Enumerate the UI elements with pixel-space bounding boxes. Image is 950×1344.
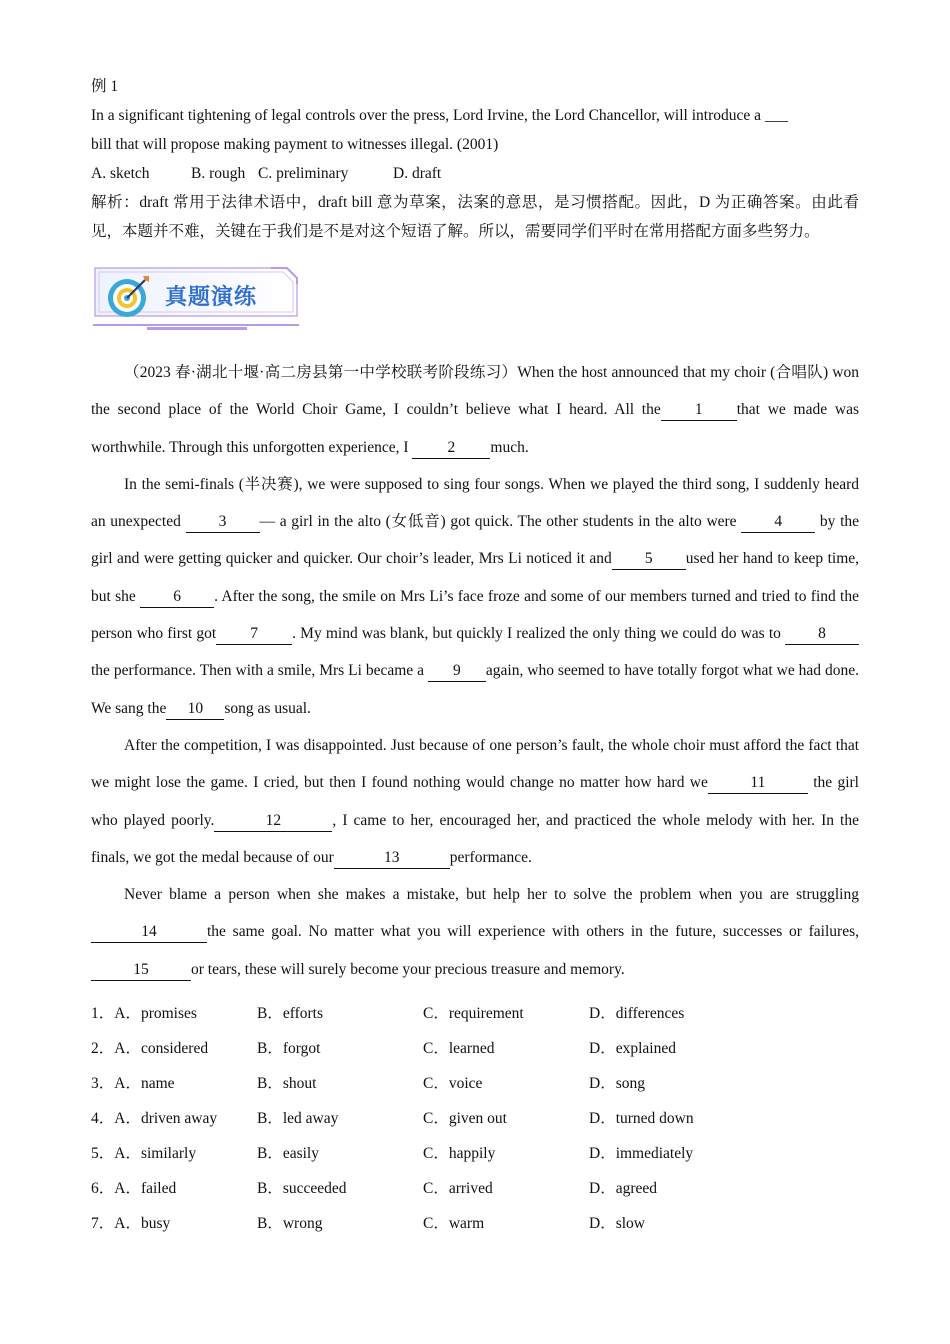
passage-paragraph-1	[91, 354, 859, 466]
example-option-a: A. sketch	[91, 165, 150, 182]
blank-13: 13	[334, 848, 450, 869]
option-a: 6．A．failed	[91, 1179, 177, 1197]
question-row	[91, 1134, 859, 1169]
example-option-b: B. rough	[191, 165, 246, 182]
option-d: D．song	[589, 1074, 645, 1092]
question-row	[91, 994, 859, 1029]
blank-5: 5	[612, 549, 686, 570]
blank-7: 7	[216, 624, 292, 645]
question-options	[91, 994, 859, 1239]
option-a: 1．A．promises	[91, 1004, 197, 1022]
option-d: D．agreed	[589, 1179, 657, 1197]
blank-4: 4	[741, 512, 815, 533]
option-c: C．voice	[423, 1074, 483, 1092]
passage-text: . After the song, the smile on Mrs Li’s face froze and some of our members turned and tried to find the person who first got	[91, 587, 859, 643]
passage-text: — a girl in the alto (女低音) got quick. The other students in the alto were	[259, 513, 742, 531]
blank-2: 2	[412, 438, 490, 459]
example-option-d: D. draft	[393, 165, 442, 182]
passage-paragraph-2	[91, 466, 859, 727]
passage-text: the performance. Then with a smile, Mrs Li became a	[91, 662, 428, 680]
example-heading: 例 1	[91, 78, 119, 95]
blank-9: 9	[428, 661, 486, 682]
passage-paragraph-4	[91, 876, 859, 988]
blank-12: 12	[214, 811, 332, 832]
option-a: 2．A．considered	[91, 1039, 209, 1057]
document-page	[91, 72, 859, 1239]
passage-text: . My mind was blank, but quickly I realized the only thing we could do was to	[292, 625, 785, 643]
option-b: B．wrong	[257, 1214, 323, 1232]
cloze-passage	[91, 354, 859, 988]
option-c: C．requirement	[423, 1004, 524, 1022]
option-d: D．explained	[589, 1039, 676, 1057]
passage-text: that we made was worthwhile. Through this unforgotten experience, I	[91, 401, 859, 456]
passage-text: , I came to her, encouraged her, and practiced the whole melody with her. In the finals, we got the medal because of our	[91, 811, 859, 866]
option-a: 4．A．driven away	[91, 1109, 218, 1127]
passage-text: used her hand to keep time, but she	[91, 550, 859, 605]
question-row	[91, 1204, 859, 1239]
option-b: B．easily	[257, 1144, 319, 1162]
section-banner	[91, 264, 303, 334]
option-c: C．arrived	[423, 1179, 493, 1197]
question-row	[91, 1169, 859, 1204]
question-row	[91, 1099, 859, 1134]
example-option-c: C. preliminary	[258, 165, 349, 182]
question-row	[91, 1064, 859, 1099]
option-a: 7．A．busy	[91, 1214, 171, 1232]
passage-text: After the competition, I was disappointed. Just because of one person’s fault, the whole choir must afford the fact that we might lose the game. I cried, but then I found nothing would change no matter how hard we	[91, 736, 859, 792]
blank-8: 8	[785, 624, 859, 645]
passage-text: again, who seemed to have totally forgot what we had done. We sang the	[91, 662, 859, 717]
option-d: D．turned down	[589, 1109, 694, 1127]
blank-6: 6	[140, 587, 214, 608]
passage-text: by the girl and were getting quicker and quicker. Our choir’s leader, Mrs Li noticed it and	[91, 513, 859, 568]
passage-text: （2023 春·湖北十堰·高二房县第一中学校联考阶段练习）When the host announced that my choir (合唱队) won the second place of the World Choir Game, I couldn’t believe what I heard. All the	[91, 364, 859, 419]
passage-text: performance.	[449, 848, 532, 866]
question-row	[91, 1029, 859, 1064]
option-a: 5．A．similarly	[91, 1144, 197, 1162]
blank-10: 10	[166, 699, 224, 720]
option-b: B．led away	[257, 1109, 339, 1127]
option-a: 3．A．name	[91, 1074, 175, 1092]
option-b: B．shout	[257, 1074, 317, 1092]
banner-title: 真题演练	[165, 285, 258, 310]
passage-text: In the semi-finals (半决赛), we were supposed to sing four songs. When we played the third song, I suddenly heard an unexpected	[91, 475, 859, 531]
example-analysis: 解析：draft 常用于法律术语中，draft bill 意为草案，法案的意思，是习惯搭配。因此，D 为正确答案。由此看见，本题并不难，关键在于我们是不是对这个短语了解。所以，需要同学们平时在常用搭配方面多些努力。	[91, 194, 859, 240]
option-d: D．immediately	[589, 1144, 694, 1162]
passage-text: the same goal. No matter what you will experience with others in the future, successes or failures,	[207, 923, 859, 941]
example-options	[91, 159, 859, 188]
option-b: B．efforts	[257, 1004, 324, 1022]
option-d: D．differences	[589, 1004, 685, 1022]
blank-1: 1	[661, 400, 737, 421]
blank-15: 15	[91, 960, 191, 981]
option-c: C．learned	[423, 1039, 495, 1057]
option-b: B．succeeded	[257, 1179, 347, 1197]
option-b: B．forgot	[257, 1039, 321, 1057]
example-question-line-2: bill that will propose making payment to witnesses illegal. (2001)	[91, 136, 499, 153]
option-c: C．happily	[423, 1144, 496, 1162]
target-icon	[105, 272, 153, 320]
blank-14: 14	[91, 922, 207, 943]
example-question-line-1: In a significant tightening of legal controls over the press, Lord Irvine, the Lord Chancellor, will introduce a ___	[91, 107, 789, 124]
option-c: C．warm	[423, 1214, 485, 1232]
blank-11: 11	[708, 773, 808, 794]
passage-text: or tears, these will surely become your precious treasure and memory.	[191, 960, 625, 978]
option-c: C．given out	[423, 1109, 507, 1127]
passage-text: the girl who played poorly.	[91, 774, 859, 829]
passage-text: song as usual.	[224, 699, 311, 717]
blank-3: 3	[186, 512, 260, 533]
option-d: D．slow	[589, 1214, 645, 1232]
passage-text: much.	[490, 438, 529, 456]
passage-paragraph-3	[91, 727, 859, 876]
passage-text: Never blame a person when she makes a mistake, but help her to solve the problem when you are struggling	[124, 886, 859, 904]
